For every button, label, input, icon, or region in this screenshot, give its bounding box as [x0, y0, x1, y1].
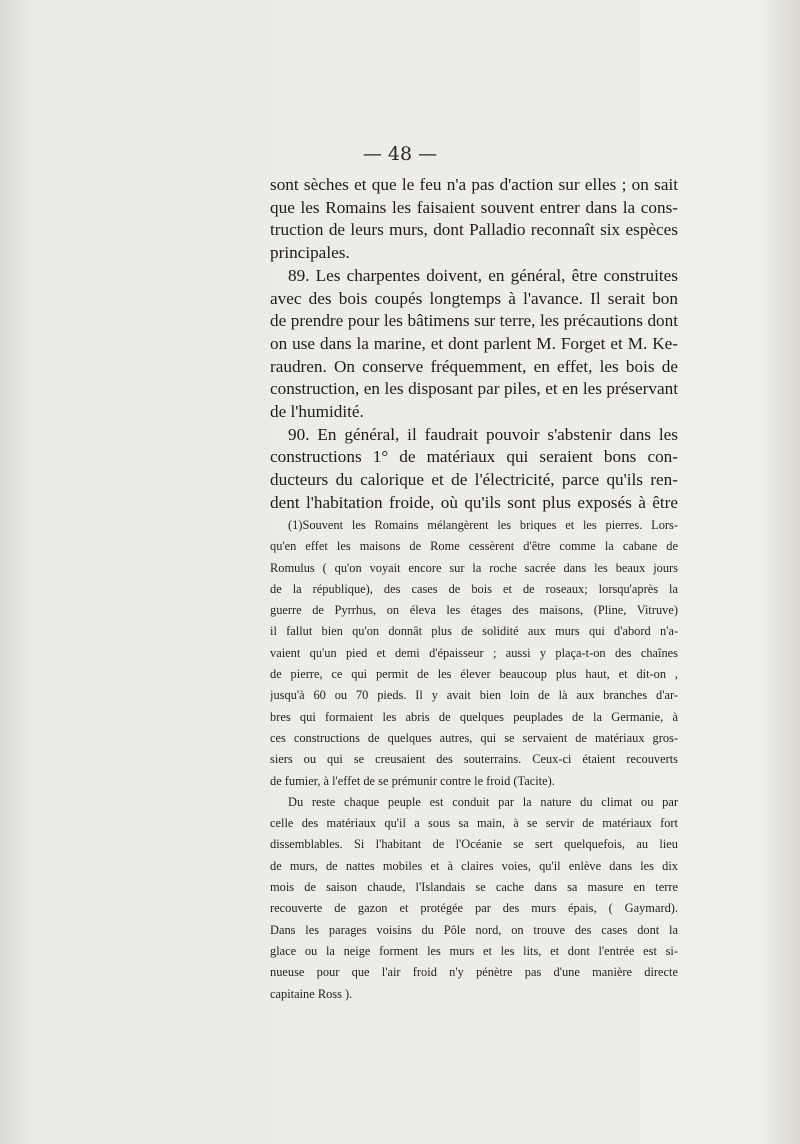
- footnote-line: Du reste chaque peuple est conduit par la nature du climat ou par: [288, 794, 678, 809]
- footnote-line: de la république), des cases de bois et de roseaux; lorsqu'après la: [270, 581, 678, 596]
- paragraph-89-start: 89. Les charpentes doivent, en général, être construites: [288, 265, 678, 285]
- body-line: que les Romains les faisaient souvent entrer dans la cons-: [270, 197, 678, 217]
- footnote-line: de pierre, ce qui permit de les élever beaucoup plus haut, et dit-on ,: [270, 667, 678, 682]
- body-line: principales.: [270, 243, 350, 263]
- footnote-line: vaient qu'un pied et demi d'épaisseur ; aussi y plaça-t-on des chaînes: [270, 645, 678, 660]
- paragraph-90-start: 90. En général, il faudrait pouvoir s'abstenir dans les: [288, 424, 678, 444]
- footnote-line: qu'en effet les maisons de Rome cessèrent d'être comme la cabane de: [270, 539, 678, 554]
- body-line: dent l'habitation froide, où qu'ils sont plus exposés à être: [270, 492, 678, 512]
- footnote-line: nueuse pour que l'air froid n'y pénètre pas d'une manière directe: [270, 965, 678, 980]
- footnote-line: Dans les parages voisins du Pôle nord, on trouve des cases dont la: [270, 922, 678, 937]
- footnote-line: celle des matériaux qu'il a sous sa main, à se servir de matériaux fort: [270, 816, 678, 831]
- footnote-line: mois de saison chaude, l'Islandais se cache dans sa masure en terre: [270, 880, 678, 895]
- body-line: avec des bois coupés longtemps à l'avance. Il serait bon: [270, 288, 678, 308]
- footnote-line: siers ou qui se creusaient des souterrains. Ceux-ci étaient recouverts: [270, 752, 678, 767]
- body-line: ducteurs du calorique et de l'électricité, parce qu'ils ren-: [270, 470, 678, 490]
- body-line: constructions 1° de matériaux qui seraient bons con-: [270, 447, 678, 467]
- body-text: [270, 174, 678, 515]
- page-number: — 48 —: [362, 143, 438, 165]
- footnote-line: guerre de Pyrrhus, on éleva les étages des maisons, (Pline, Vitruve): [270, 603, 678, 618]
- footnote-line: de murs, de nattes mobiles et à claires voies, qu'il enlève dans les dix: [270, 858, 678, 873]
- footnote-line: glace ou la neige forment les murs et les lits, et dont l'entrée est si-: [270, 943, 678, 958]
- footnote-line: recouverte de gazon et protégée par des murs épais, ( Gaymard).: [270, 901, 678, 916]
- footnote-block: [270, 515, 678, 1005]
- footnote-line: capitaine Ross ).: [270, 986, 353, 1001]
- body-line: construction, en les disposant par piles, et en les préservant: [270, 379, 678, 399]
- body-line: truction de leurs murs, dont Palladio reconnaît six espèces: [270, 220, 678, 240]
- footnote-line: ces constructions de quelques autres, qui se servaient de matériaux gros-: [270, 730, 678, 745]
- footnote-line: (1)Souvent les Romains mélangèrent les briques et les pierres. Lors-: [288, 518, 678, 532]
- body-line: sont sèches et que le feu n'a pas d'action sur elles ; on sait: [270, 175, 678, 194]
- footnote-line: bres qui formaient les abris de quelques peuplades de la Germanie, à: [270, 709, 678, 724]
- footnote-line: il fallut bien qu'on donnât plus de solidité aux murs qui d'abord n'a-: [270, 624, 678, 639]
- footnote-line: jusqu'à 60 ou 70 pieds. Il y avait bien loin de là aux branches d'ar-: [270, 688, 678, 703]
- body-line: de prendre pour les bâtimens sur terre, les précautions dont: [270, 311, 678, 331]
- footnote-line: Romulus ( qu'on voyait encore sur la roche sacrée dans les beaux jours: [270, 560, 678, 575]
- footnote-line: de fumier, à l'effet de se prémunir contre le froid (Tacite).: [270, 773, 555, 788]
- footnote-line: dissemblables. Si l'habitant de l'Océanie se sert quelquefois, au lieu: [270, 837, 678, 852]
- body-line: raudren. On conserve fréquemment, en effet, les bois de: [270, 356, 678, 376]
- body-line: de l'humidité.: [270, 402, 364, 422]
- body-line: on use dans la marine, et dont parlent M. Forget et M. Ke-: [270, 333, 678, 353]
